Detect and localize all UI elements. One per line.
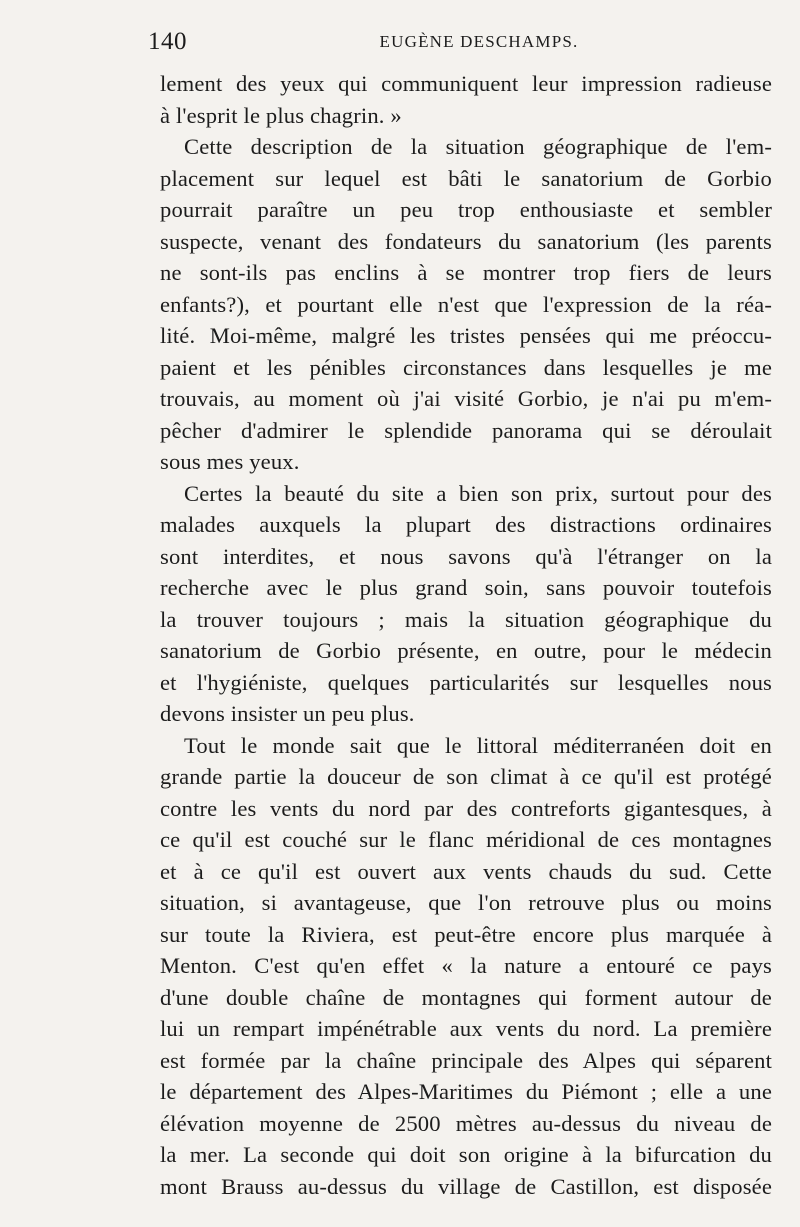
text-line: pêcher d'admirer le splendide panorama qui se déroulait [160, 417, 772, 443]
text-line: paient et les pénibles circonstances dans lesquelles je me [160, 354, 772, 380]
text-line: sur toute la Riviera, est peut-être encore plus marquée à [160, 921, 772, 947]
text-line: sont interdites, et nous savons qu'à l'étranger on la [160, 543, 772, 569]
text-line: d'une double chaîne de montagnes qui forment autour de [160, 984, 772, 1010]
text-line: ce qu'il est couché sur le flanc méridional de ces montagnes [160, 827, 772, 852]
text-line: et à ce qu'il est ouvert aux vents chauds du sud. Cette [160, 858, 772, 884]
text-line: placement sur lequel est bâti le sanatorium de Gorbio [160, 165, 772, 191]
text-line: la mer. La seconde qui doit son origine à la bifurcation du [160, 1142, 772, 1167]
text-line: lement des yeux qui communiquent leur impression radieuse [160, 71, 772, 96]
text-line: sous mes yeux. [160, 449, 300, 474]
text-line: le département des Alpes-Maritimes du Piémont ; elle a une [160, 1079, 772, 1104]
text-line: la trouver toujours ; mais la situation géographique du [160, 606, 772, 632]
text-line: grande partie la douceur de son climat à ce qu'il est protégé [160, 764, 772, 789]
text-line: et l'hygiéniste, quelques particularités sur lesquelles nous [160, 669, 772, 695]
text-line: enfants?), et pourtant elle n'est que l'expression de la réa- [160, 291, 772, 317]
running-head: EUGÈNE DESCHAMPS. [379, 32, 579, 51]
text-line: ne sont-ils pas enclins à se montrer trop fiers de leurs [160, 260, 772, 285]
text-line: est formée par la chaîne principale des Alpes qui séparent [160, 1047, 772, 1073]
text-line: Menton. C'est qu'en effet « la nature a entouré ce pays [160, 953, 772, 978]
text-line: sanatorium de Gorbio présente, en outre, pour le médecin [160, 638, 772, 663]
text-line: lui un rempart impénétrable aux vents du nord. La première [160, 1016, 772, 1041]
text-line: contre les vents du nord par des contreforts gigantesques, à [160, 795, 772, 821]
text-line: élévation moyenne de 2500 mètres au-dessus du niveau de [160, 1110, 772, 1136]
text-line: Tout le monde sait que le littoral méditerranéen doit en [184, 732, 772, 758]
text-line: Cette description de la situation géographique de l'em- [184, 134, 772, 159]
text-line: malades auxquels la plupart des distractions ordinaires [160, 512, 772, 537]
text-line: à l'esprit le plus chagrin. » [160, 102, 402, 128]
text-line: mont Brauss au-dessus du village de Castillon, est disposée [160, 1173, 772, 1199]
text-line: lité. Moi-même, malgré les tristes pensées qui me préoccu- [160, 323, 772, 348]
text-line: situation, si avantageuse, que l'on retrouve plus ou moins [160, 890, 772, 915]
page-number: 140 [148, 28, 187, 55]
text-line: pourrait paraître un peu trop enthousiaste et sembler [160, 197, 772, 222]
text-line: trouvais, au moment où j'ai visité Gorbio, je n'ai pu m'em- [160, 386, 772, 411]
page-header [148, 28, 770, 68]
text-line: devons insister un peu plus. [160, 701, 415, 726]
body-text [160, 68, 772, 1202]
text-line: Certes la beauté du site a bien son prix, surtout pour des [184, 480, 772, 506]
text-line: recherche avec le plus grand soin, sans pouvoir toutefois [160, 575, 772, 600]
text-line: suspecte, venant des fondateurs du sanatorium (les parents [160, 228, 772, 254]
